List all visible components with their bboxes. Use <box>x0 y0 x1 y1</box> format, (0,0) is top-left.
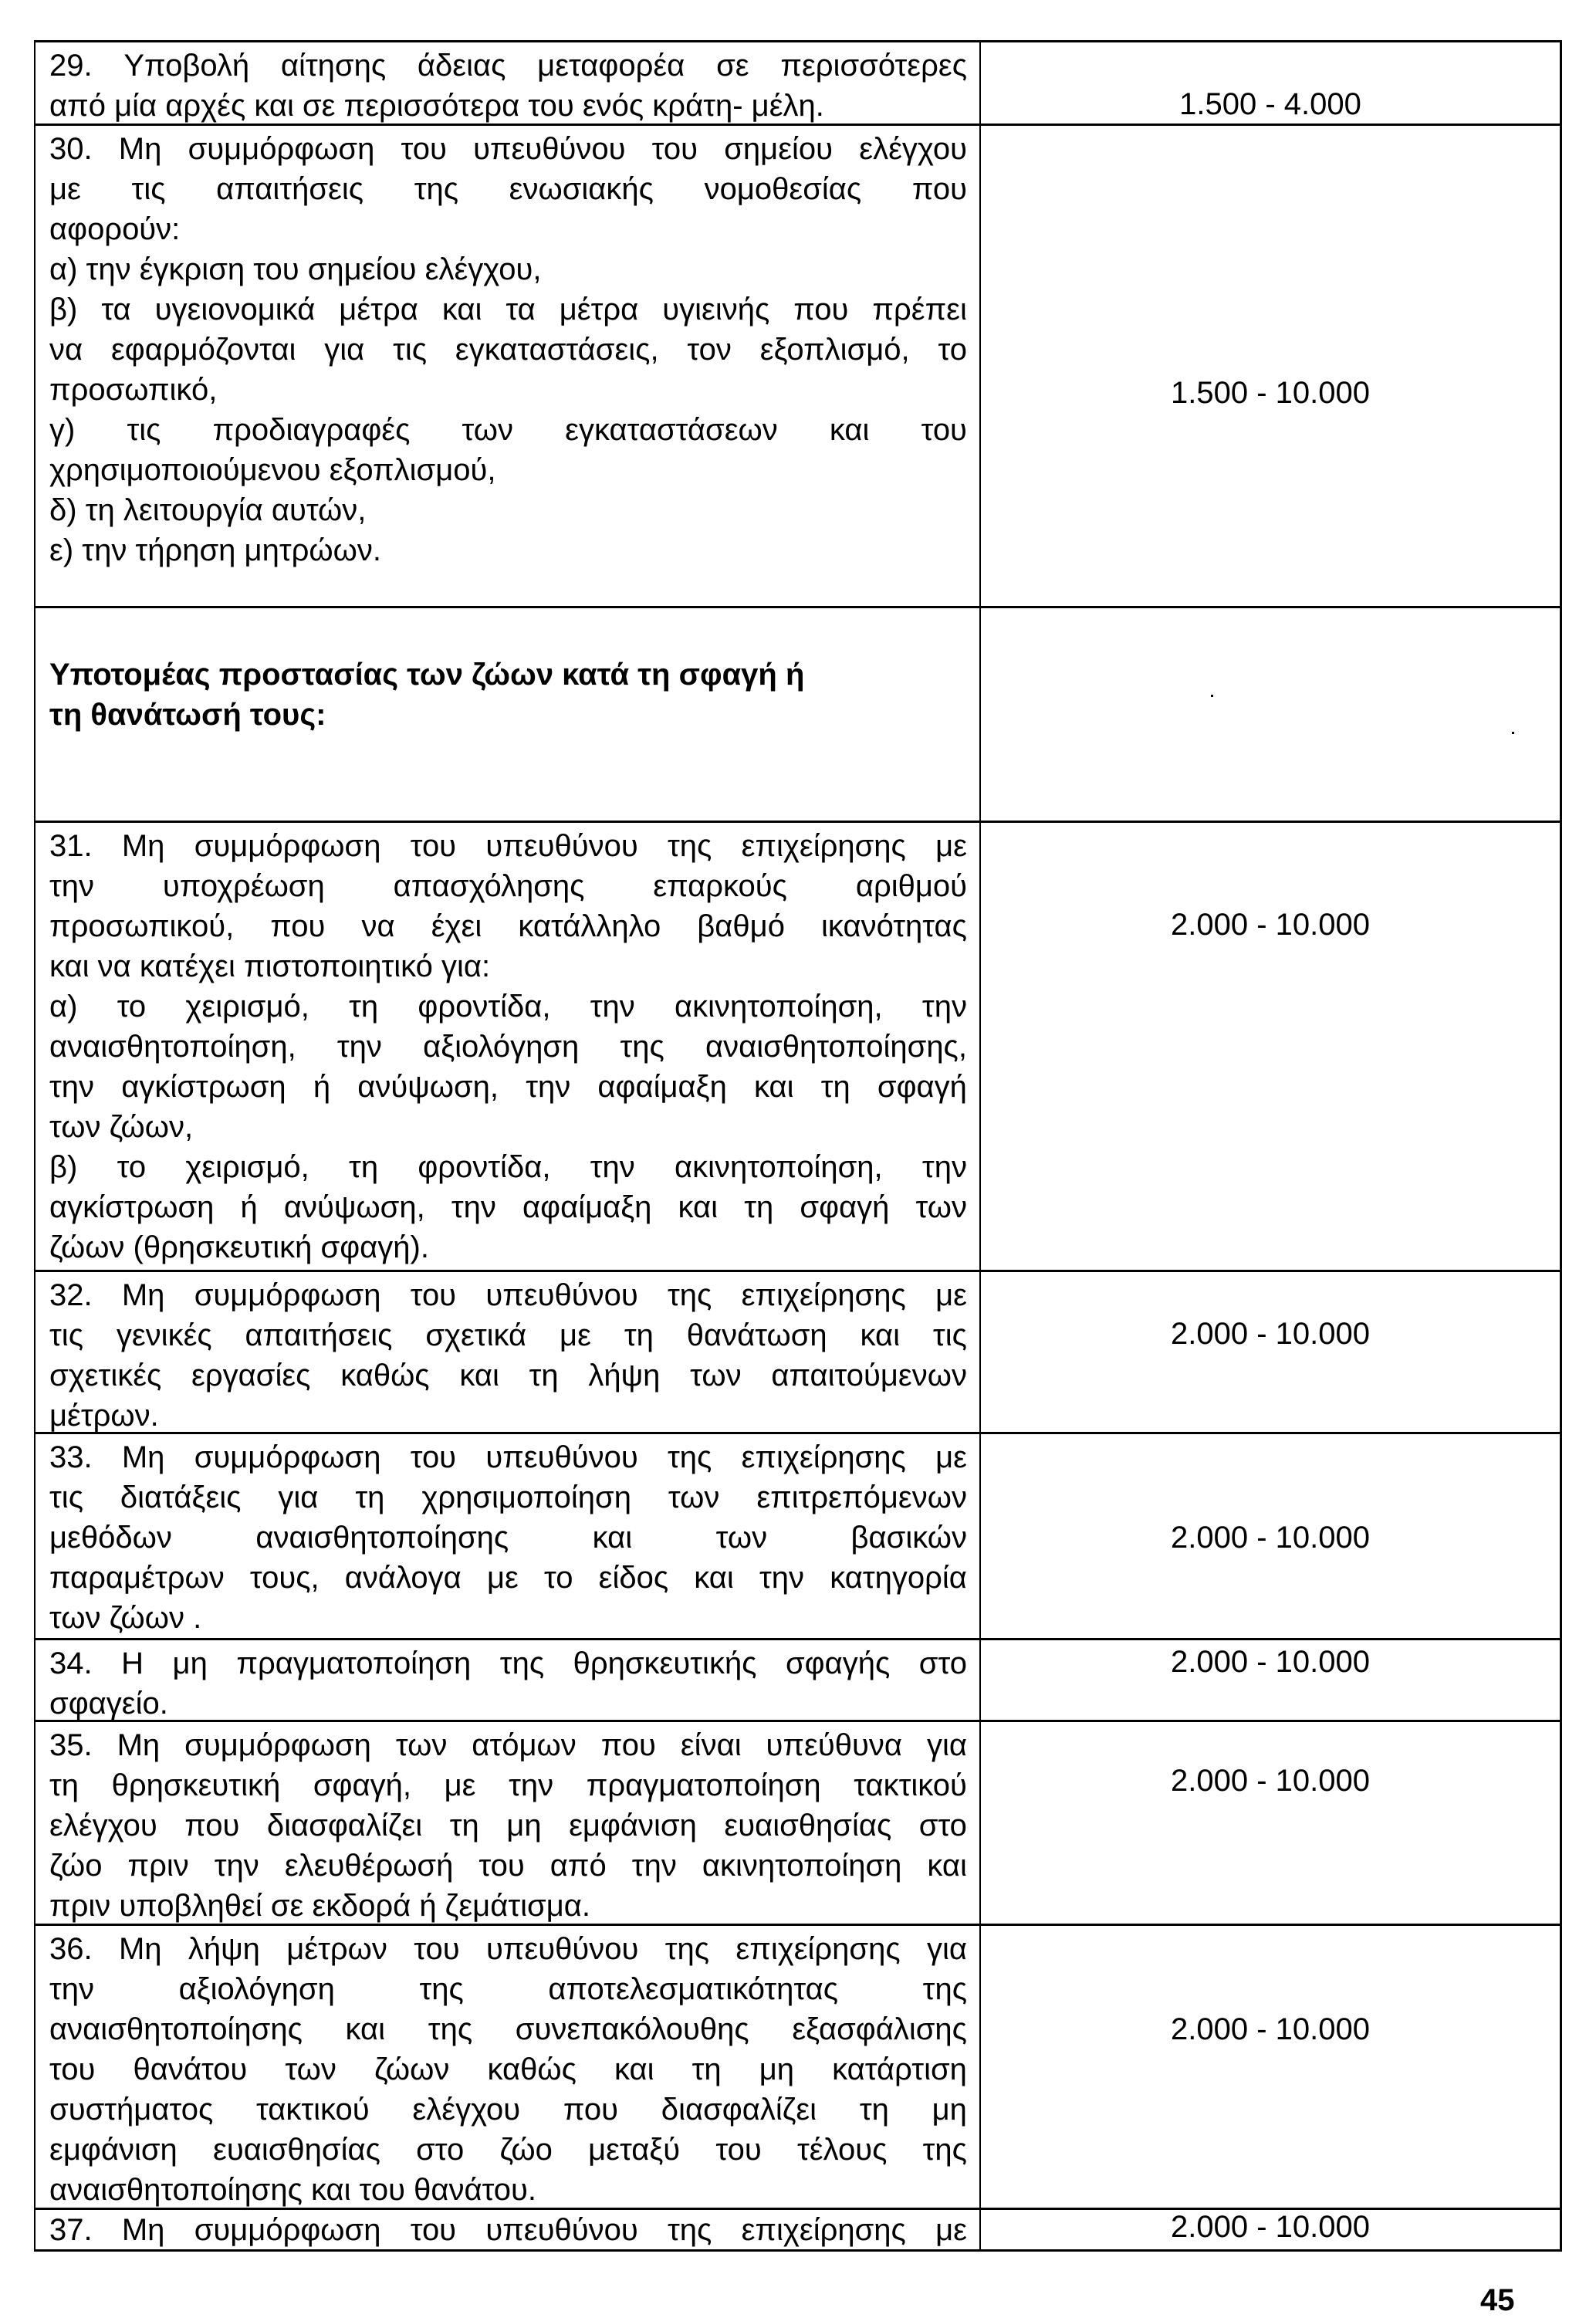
fine-value: 2.000 - 10.000 <box>1171 1317 1370 1351</box>
text-line: ε) την τήρηση μητρώων. <box>49 533 381 567</box>
text-line: του θανάτου των ζώων καθώς και τη μη κατάρτιση <box>49 2052 967 2086</box>
text-line: αφορούν: <box>49 212 181 246</box>
fine-cell <box>981 1926 1562 2208</box>
violation-cell <box>34 42 981 124</box>
violation-cell <box>34 823 981 1270</box>
text-line: χρησιμοποιούμενου εξοπλισμού, <box>49 453 496 487</box>
fine-value: 2.000 - 10.000 <box>1171 1645 1370 1679</box>
text-line: εμφάνιση ευαισθησίας στο ζώο μεταξύ του τέλους της <box>49 2133 967 2167</box>
text-line: ζώων (θρησκευτική σφαγή). <box>49 1230 429 1264</box>
fine-cell <box>981 823 1562 1270</box>
text-line: από μία αρχές και σε περισσότερα του ενός κράτη- μέλη. <box>49 89 824 123</box>
table-row-35 <box>34 1720 1562 1924</box>
table-row-29 <box>34 40 1562 124</box>
fine-value: 2.000 - 10.000 <box>1171 1521 1370 1555</box>
text-line: την αγκίστρωση ή ανύψωση, την αφαίμαξη και τη σφαγή <box>49 1070 967 1104</box>
text-line: μέτρων. <box>49 1399 159 1433</box>
text-line: και να κατέχει πιστοποιητικό για: <box>49 949 491 983</box>
text-line: δ) τη λειτουργία αυτών, <box>49 493 367 527</box>
text-line: την αξιολόγηση της αποτελεσματικότητας της <box>49 1972 967 2006</box>
fine-value: 2.000 - 10.000 <box>1171 2210 1370 2244</box>
text-line: να εφαρμόζονται για τις εγκαταστάσεις, τον εξοπλισμό, το <box>49 333 967 367</box>
fine-value: 2.000 - 10.000 <box>1171 908 1370 942</box>
text-line: 34. Η μη πραγματοποίηση της θρησκευτικής σφαγής στο <box>49 1646 967 1680</box>
text-line: τις διατάξεις για τη χρησιμοποίηση των επιτρεπόμενων <box>49 1480 967 1514</box>
text-line: προσωπικό, <box>49 373 218 407</box>
page-number: 45 <box>1480 2283 1515 2317</box>
text-line: των ζώων, <box>49 1110 194 1144</box>
fine-cell <box>981 1434 1562 1638</box>
violation-cell <box>34 1722 981 1924</box>
text-line: β) τα υγειονομικά μέτρα και τα μέτρα υγιεινής που πρέπει <box>49 293 967 327</box>
text-line: ζώο πριν την ελευθέρωσή του από την ακινητοποίηση και <box>49 1849 967 1883</box>
text-line: σχετικές εργασίες καθώς και τη λήψη των απαιτούμενων <box>49 1359 967 1392</box>
text-line: συστήματος τακτικού ελέγχου που διασφαλίζει τη μη <box>49 2093 967 2127</box>
heading-line: Υποτομέας προστασίας των ζώων κατά τη σφαγή ή <box>49 658 805 692</box>
text-line: 31. Μη συμμόρφωση του υπευθύνου της επιχείρησης με <box>49 829 967 863</box>
text-line: α) την έγκριση του σημείου ελέγχου, <box>49 252 542 286</box>
text-line: β) το χειρισμό, τη φροντίδα, την ακινητοποίηση, την <box>49 1150 967 1184</box>
text-line: παραμέτρων τους, ανάλογα με το είδος και την κατηγορία <box>49 1561 967 1595</box>
text-line: γ) τις προδιαγραφές των εγκαταστάσεων και του <box>49 413 967 447</box>
table-row-31 <box>34 821 1562 1270</box>
text-line: 32. Μη συμμόρφωση του υπευθύνου της επιχείρησης με <box>49 1278 967 1312</box>
violation-cell <box>34 126 981 606</box>
text-line: σφαγείο. <box>49 1687 168 1721</box>
text-line: αναισθητοποίησης και του θανάτου. <box>49 2173 537 2207</box>
text-line: τη θρησκευτική σφαγή, με την πραγματοποίηση τακτικού <box>49 1768 967 1802</box>
text-line: των ζώων . <box>49 1601 202 1635</box>
text-line: 30. Μη συμμόρφωση του υπευθύνου του σημείου ελέγχου <box>49 132 967 166</box>
section-heading-row <box>34 606 1562 821</box>
violation-cell <box>34 1272 981 1432</box>
text-line: 35. Μη συμμόρφωση των ατόμων που είναι υπεύθυνα για <box>49 1728 967 1762</box>
table-row-32 <box>34 1270 1562 1432</box>
text-line: αγκίστρωση ή ανύψωση, την αφαίμαξη και τη σφαγή των <box>49 1190 967 1224</box>
text-line: 37. Μη συμμόρφωση του υπευθύνου της επιχείρησης με <box>49 2213 967 2247</box>
heading-line: τη θανάτωσή τους: <box>49 698 326 732</box>
table-row-37 <box>34 2208 1562 2251</box>
text-line: προσωπικού, που να έχει κατάλληλο βαθμό ικανότητας <box>49 909 967 943</box>
text-line: μεθόδων αναισθητοποίησης και των βασικών <box>49 1521 967 1555</box>
fine-cell-empty <box>981 608 1562 821</box>
fine-cell <box>981 42 1562 124</box>
text-line: με τις απαιτήσεις της ενωσιακής νομοθεσίας που <box>49 172 967 206</box>
fine-cell <box>981 1640 1562 1720</box>
text-line: 29. Υποβολή αίτησης άδειας μεταφορέα σε περισσότερες <box>49 49 967 83</box>
fine-value: 1.500 - 4.000 <box>1179 87 1361 121</box>
fine-cell <box>981 1722 1562 1924</box>
table-row-34 <box>34 1638 1562 1720</box>
text-line: 33. Μη συμμόρφωση του υπευθύνου της επιχείρησης με <box>49 1440 967 1474</box>
section-heading <box>34 608 981 821</box>
fine-value: 2.000 - 10.000 <box>1171 2012 1370 2046</box>
text-line: α) το χειρισμό, τη φροντίδα, την ακινητοποίηση, την <box>49 990 967 1024</box>
fine-cell <box>981 1272 1562 1432</box>
text-line: αναισθητοποίηση, την αξιολόγηση της αναισθητοποίησης, <box>49 1030 967 1064</box>
text-line: 36. Μη λήψη μέτρων του υπευθύνου της επιχείρησης για <box>49 1932 967 1966</box>
violation-cell <box>34 2210 981 2251</box>
fine-value: 2.000 - 10.000 <box>1171 1764 1370 1798</box>
text-line: ελέγχου που διασφαλίζει τη μη εμφάνιση ευαισθησίας στο <box>49 1809 967 1843</box>
text-line: αναισθητοποίησης και της συνεπακόλουθης εξασφάλισης <box>49 2012 967 2046</box>
table-bottom-border <box>34 2249 1562 2252</box>
violation-cell <box>34 1434 981 1638</box>
text-line: τις γενικές απαιτήσεις σχετικά με τη θανάτωση και τις <box>49 1318 967 1352</box>
table-row-36 <box>34 1924 1562 2208</box>
text-line: την υποχρέωση απασχόλησης επαρκούς αριθμού <box>49 869 967 903</box>
table-row-30 <box>34 124 1562 606</box>
text-line: πριν υποβληθεί σε εκδορά ή ζεμάτισμα. <box>49 1889 590 1923</box>
table-row-33 <box>34 1432 1562 1638</box>
fine-value: 1.500 - 10.000 <box>1171 376 1370 410</box>
violation-cell <box>34 1640 981 1720</box>
fine-cell <box>981 126 1562 606</box>
fine-cell <box>981 2210 1562 2251</box>
violation-cell <box>34 1926 981 2208</box>
